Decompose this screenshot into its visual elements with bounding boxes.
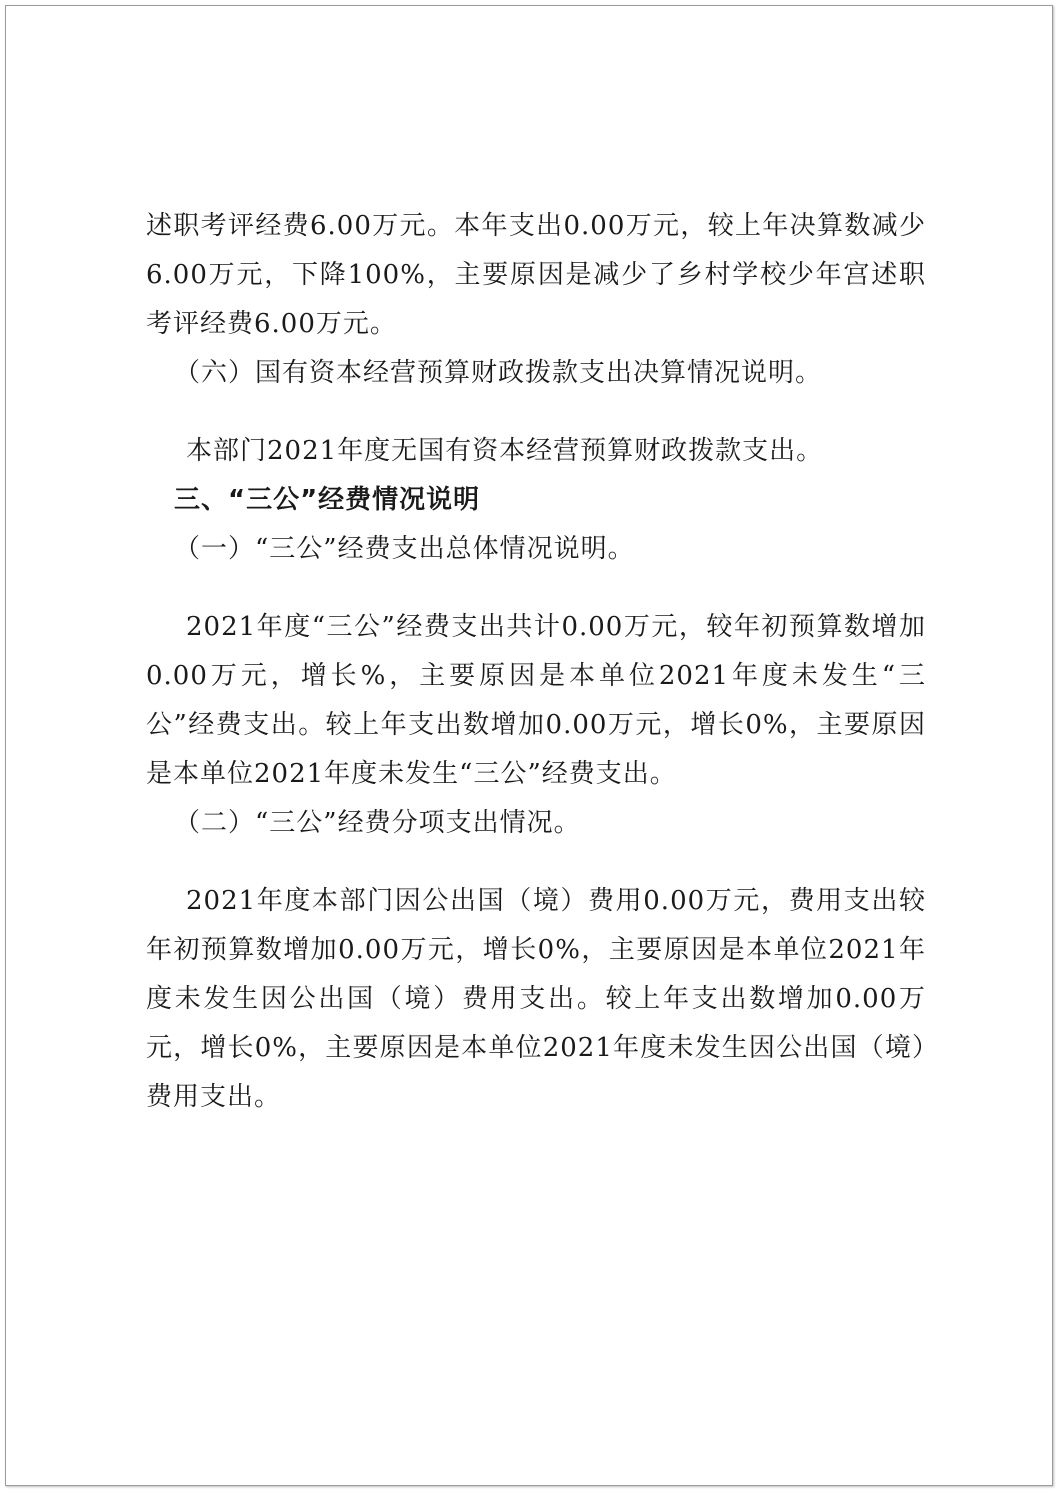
subsection-2-heading: （二）“三公”经费分项支出情况。 [174, 808, 581, 838]
subsection-6-body: 本部门2021年度无国有资本经营预算财政拨款支出。 [186, 436, 824, 466]
document-page [5, 5, 1053, 1486]
subsection-2-body: 2021年度本部门因公出国（境）费用0.00万元，费用支出较年初预算数增加0.00万元，增长0%，主要原因是本单位2021年度未发生因公出国（境）费用支出。较上年支出数增加0.00万元，增长0%，主要原因是本单位2021年度未发生因公出国（境）费用支出。 [146, 886, 926, 1112]
section-3-heading: 三、“三公”经费情况说明 [174, 485, 481, 515]
subsection-1-body: 2021年度“三公”经费支出共计0.00万元，较年初预算数增加0.00万元，增长%，主要原因是本单位2021年度未发生“三公”经费支出。较上年支出数增加0.00万元，增长0%，主要原因是本单位2021年度未发生“三公”经费支出。 [146, 612, 926, 789]
paragraph-continued: 述职考评经费6.00万元。本年支出0.00万元，较上年决算数减少6.00万元，下降100%，主要原因是减少了乡村学校少年宫述职考评经费6.00万元。 [146, 211, 926, 339]
document-body [146, 202, 926, 1122]
subsection-1-heading: （一）“三公”经费支出总体情况说明。 [174, 534, 635, 564]
subsection-6-heading: （六）国有资本经营预算财政拨款支出决算情况说明。 [174, 358, 823, 388]
